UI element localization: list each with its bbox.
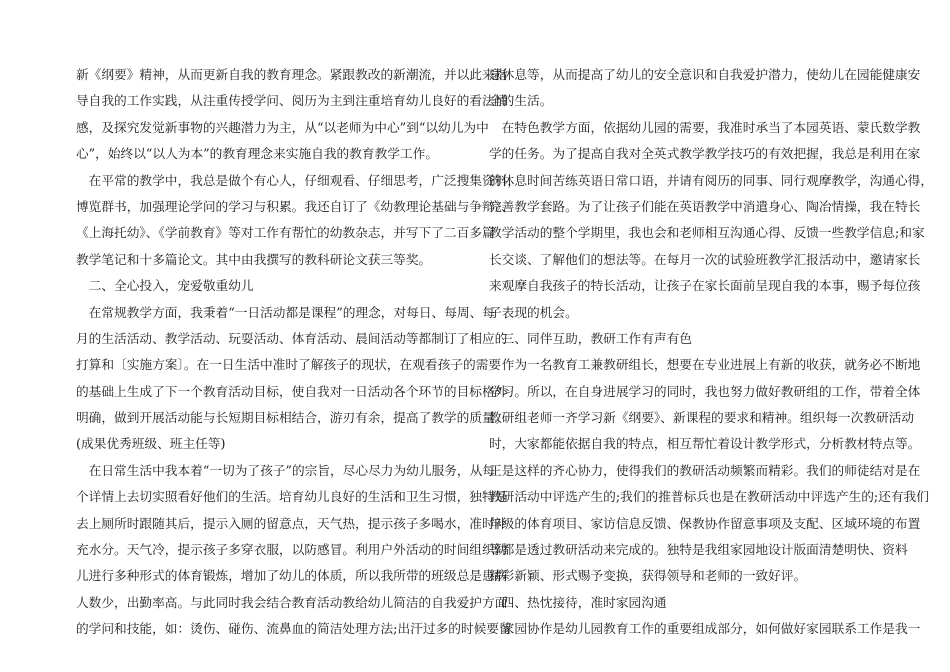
text-line: 教学笔记和十多篇论文。其中由我撰写的教科研论文获三等奖。 xyxy=(76,251,432,267)
text-line: 长交谈、了解他们的想法等。在每月一次的试验班教学汇报活动中，邀请家长 xyxy=(489,251,921,267)
text-line: 正是这样的齐心协力，使得我们的教研活动频繁而精彩。我们的师徒结对是在 xyxy=(489,462,921,478)
text-line: 学的任务。为了提高自我对全英式教学教学技巧的有效把握，我总是利用在家 xyxy=(489,146,921,162)
text-line: 精彩新颖、形式赐予变换，获得领导和老师的一致好评。 xyxy=(489,568,807,584)
text-line: 人数少，出勤率高。与此同时我会结合教育活动教给幼儿简洁的自我爱护方面 xyxy=(76,594,508,610)
text-line: (成果优秀班级、班主任等) xyxy=(76,436,226,452)
text-line: 年级的体育项目、家访信息反馈、保教协作留意事项及支配、区域环境的布置 xyxy=(489,515,921,531)
text-line: 时，大家都能依据自我的特点，相互帮忙着设计教学形式，分析教材特点等。 xyxy=(489,436,921,452)
text-line: 个详情上去切实照看好他们的生活。培育幼儿良好的生活和卫生习惯，独特是 xyxy=(76,489,508,505)
text-line: 的基础上生成了下一个教育活动目标，使自我对一日活动各个环节的目标格外 xyxy=(76,383,508,399)
text-line: 导自我的工作实践，从注重传授学问、阅历为主到注重培育幼儿良好的看法情 xyxy=(76,93,508,109)
text-line: 意休息等，从而提高了幼儿的安全意识和自我爱护潜力，使幼儿在园能健康安 xyxy=(489,67,921,82)
text-line: 完善教学套路。为了让孩子们能在英语教学中消遣身心、陶冶情操，我在特长 xyxy=(489,198,921,214)
text-line: 心”，始终以“以人为本”的教育理念来实施自我的教育教学工作。 xyxy=(76,146,439,162)
text-line: 在平常的教学中，我总是做个有心人，仔细观看、仔细思考，广泛搜集资料， xyxy=(76,172,521,188)
text-line: 在常规教学方面，我秉着“一日活动都是课程”的理念，对每日、每周、每 xyxy=(76,304,495,320)
text-line: 教学活动的整个学期里，我也会和老师相互沟通心得、反馈一些教学信息;和家 xyxy=(489,225,925,241)
text-line: 等都是透过教研活动来完成的。独特是我组家园地设计版面清楚明快、资料 xyxy=(489,542,908,558)
text-line: 打算和〔实施方案〕。在一日生活中准时了解孩子的现状，在观看孩子的需要 xyxy=(76,357,502,373)
text-line: 作为一名教育工兼教研组长，想要在专业进展上有新的收获，就务必不断地 xyxy=(489,357,921,373)
text-line: 《上海托幼》、《学前教育》等对工作有帮忙的幼教杂志，并写下了二百多篇 xyxy=(76,225,495,241)
text-line: 去上厕所时跟随其后，提示入厕的留意点，天气热，提示孩子多喝水，准时补 xyxy=(76,515,508,531)
text-line: 新《纲要》精神，从而更新自我的教育理念。紧跟教改的新潮流，并以此来指 xyxy=(76,67,508,82)
text-line: 明确，做到开展活动能与长短期目标相结合，游刃有余，提高了教学的质量。 xyxy=(76,410,508,426)
section-heading: 二、全心投入，宠爱敬重幼儿 xyxy=(76,278,254,294)
text-line: 学习。所以，在自身进展学习的同时，我也努力做好教研组的工作，带着全体 xyxy=(489,383,921,399)
text-line: 家园协作是幼儿园教育工作的重要组成部分，如何做好家园联系工作是我一 xyxy=(489,621,921,637)
text-line: 在日常生活中我本着“一切为了孩子”的宗旨，尽心尽力为幼儿服务，从每 xyxy=(76,462,495,478)
text-line: 儿进行多种形式的体育锻炼，增加了幼儿的体质，所以我所带的班级总是患病 xyxy=(76,568,508,584)
text-line: 的学问和技能，如：烫伤、碰伤、流鼻血的简洁处理方法;出汗过多的时候要留 xyxy=(76,621,512,637)
section-heading: 三、同伴互助，教研工作有声有色 xyxy=(489,330,692,346)
text-line: 教研组老师一齐学习新《纲要》、新课程的要求和精神。组织每一次教研活动 xyxy=(489,410,915,426)
text-line: 教研活动中评选产生的;我们的推普标兵也是在教研活动中评选产生的;还有我们 xyxy=(489,489,929,505)
text-line: 博览群书，加强理论学问的学习与积累。我还自订了《幼教理论基础与争辩》、 xyxy=(76,198,514,214)
right-text-column xyxy=(489,62,934,643)
text-line: 在特色教学方面，依据幼儿园的需要，我准时承当了本园英语、蒙氏数学教 xyxy=(489,119,921,135)
text-line: 感，及探究发觉新事物的兴趣潜力为主，从“以老师为中心”到“以幼儿为中 xyxy=(76,119,489,135)
text-line: 月的生活活动、教学活动、玩耍活动、体育活动、晨间活动等都制订了相应的 xyxy=(76,330,508,346)
text-line: 子表现的机会。 xyxy=(489,304,578,320)
section-heading: 四、热忱接待，准时家园沟通 xyxy=(489,594,667,610)
text-line: 全的生活。 xyxy=(489,93,553,109)
text-line: 来观摩自我孩子的特长活动，让孩子在家长面前呈现自我的本事，赐予每位孩 xyxy=(489,278,921,294)
text-line: 充水分。天气冷，提示孩子多穿衣服，以防感冒。利用户外活动的时间组织幼 xyxy=(76,542,508,558)
text-line: 的休息时间苦练英语日常口语，并请有阅历的同事、同行观摩教学，沟通心得， xyxy=(489,172,934,188)
